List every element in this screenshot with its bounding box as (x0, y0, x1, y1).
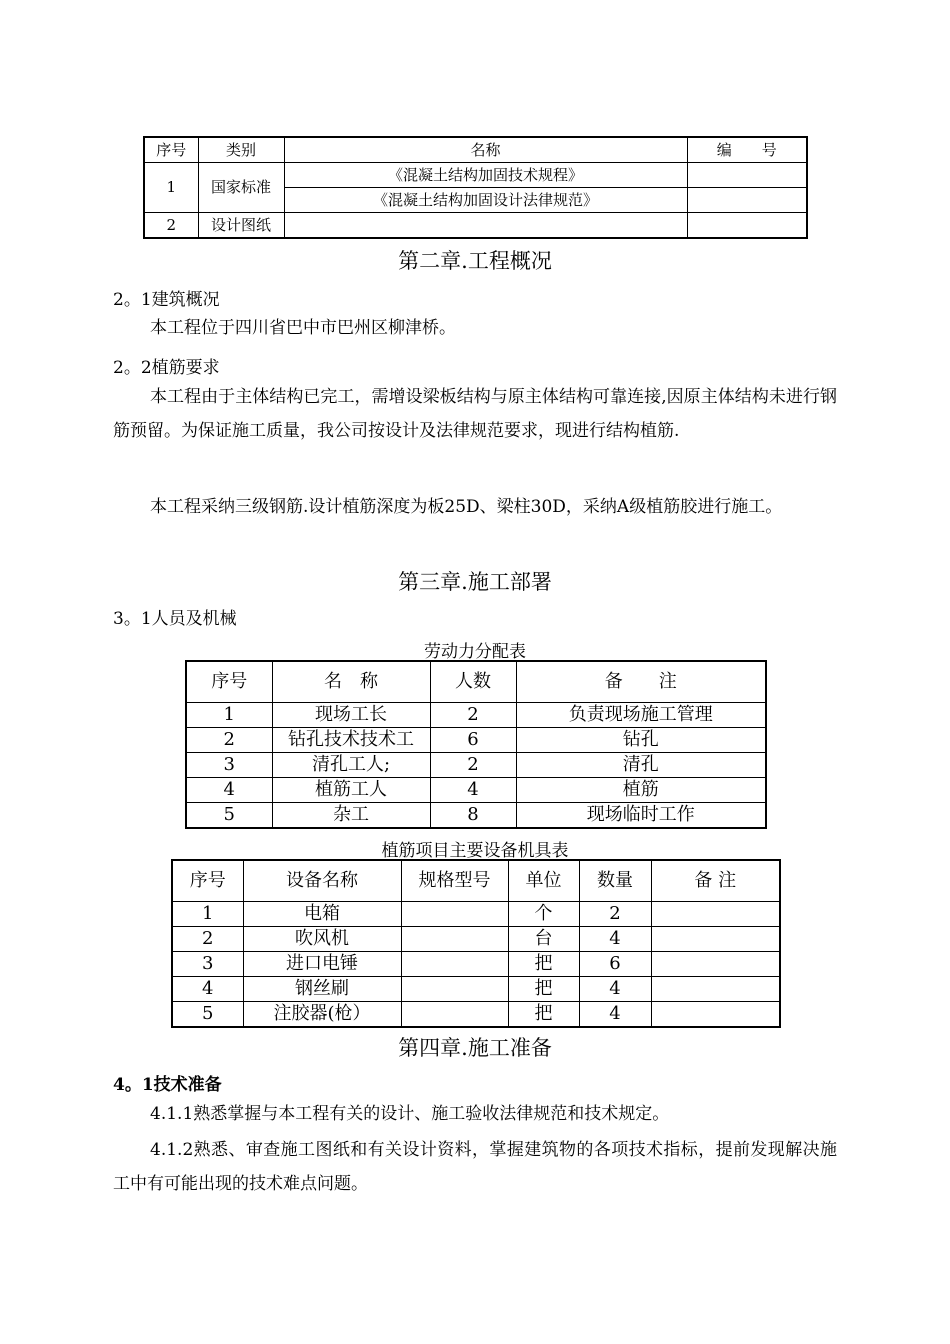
table-cell (401, 902, 508, 927)
table-cell: 4 (579, 977, 651, 1002)
header-cell: 备 注 (651, 860, 780, 902)
table-cell: 2 (172, 927, 243, 952)
section-title: 3。1人员及机械 (113, 609, 237, 629)
table-row (172, 927, 780, 952)
header-cell: 名 称 (272, 661, 430, 703)
table-cell (401, 977, 508, 1002)
table-caption: 植筋项目主要设备机具表 (381, 841, 569, 861)
table-cell: 植筋工人 (272, 778, 430, 803)
header-cell: 规格型号 (401, 860, 508, 902)
table-row (186, 703, 766, 728)
section-title: 2。1建筑概况 (113, 290, 220, 310)
table-cell: 现场临时工作 (516, 803, 766, 829)
table-cell: 3 (186, 753, 272, 778)
header-cell: 设备名称 (243, 860, 401, 902)
header-cell: 备 注 (516, 661, 766, 703)
table-cell: 4 (579, 1002, 651, 1028)
table-cell: 5 (186, 803, 272, 829)
chapter-title: 第二章.工程概况 (398, 249, 552, 273)
equipment-table (171, 859, 781, 1028)
table-cell: 设计图纸 (198, 213, 284, 239)
table-cell: 植筋 (516, 778, 766, 803)
header-cell: 类别 (198, 137, 284, 163)
table-row (172, 977, 780, 1002)
table-row (172, 1002, 780, 1028)
table-cell: 把 (508, 952, 579, 977)
table-cell: 现场工长 (272, 703, 430, 728)
table-cell (651, 977, 780, 1002)
table-cell: 钻孔 (516, 728, 766, 753)
table-cell: 1 (144, 163, 198, 213)
table-cell: 3 (172, 952, 243, 977)
table-row (144, 163, 807, 188)
table-cell: 4 (579, 927, 651, 952)
table-cell: 1 (172, 902, 243, 927)
table-cell: 2 (186, 728, 272, 753)
table-cell (401, 1002, 508, 1028)
table-cell: 个 (508, 902, 579, 927)
table-row (186, 778, 766, 803)
paragraph: 本工程由于主体结构已完工，需增设梁板结构与原主体结构可靠连接,因原主体结构未进行钢筋预留。为保证施工质量，我公司按设计及法律规范要求，现进行结构植筋. (113, 387, 837, 441)
table-cell: 6 (579, 952, 651, 977)
table-row (172, 902, 780, 927)
table-cell: 《混凝土结构加固技术规程》 (284, 163, 687, 188)
table-cell (401, 952, 508, 977)
table-cell (651, 927, 780, 952)
table-cell: 清孔 (516, 753, 766, 778)
table-row (144, 213, 807, 239)
table-cell: 2 (144, 213, 198, 239)
paragraph: 4.1.1熟悉掌握与本工程有关的设计、施工验收法律规范和技术规定。 (150, 1104, 670, 1124)
table-cell (687, 213, 807, 239)
table-cell: 4 (430, 778, 516, 803)
chapter-title: 第三章.施工部署 (398, 570, 552, 594)
table-cell: 吹风机 (243, 927, 401, 952)
table-cell: 4 (186, 778, 272, 803)
table-cell: 2 (430, 703, 516, 728)
table-cell: 杂工 (272, 803, 430, 829)
table-cell: 1 (186, 703, 272, 728)
table-cell: 负责现场施工管理 (516, 703, 766, 728)
table-cell: 2 (430, 753, 516, 778)
header-cell: 单位 (508, 860, 579, 902)
header-cell: 序号 (144, 137, 198, 163)
table-cell: 8 (430, 803, 516, 829)
header-cell: 名称 (284, 137, 687, 163)
table-header-row (172, 860, 780, 902)
table-cell: 《混凝土结构加固设计法律规范》 (284, 188, 687, 213)
table-cell: 把 (508, 1002, 579, 1028)
table-cell (687, 163, 807, 188)
table-row (186, 753, 766, 778)
table-cell: 台 (508, 927, 579, 952)
table-cell: 电箱 (243, 902, 401, 927)
table-cell: 6 (430, 728, 516, 753)
table-caption: 劳动力分配表 (424, 642, 526, 662)
table-cell (651, 952, 780, 977)
table-row (172, 952, 780, 977)
table-cell: 注胶器(枪） (243, 1002, 401, 1028)
paragraph: 本工程位于四川省巴中市巴州区柳津桥。 (150, 318, 456, 338)
paragraph: 本工程采纳三级钢筋.设计植筋深度为板25D、梁柱30D，采纳A级植筋胶进行施工。 (150, 497, 783, 517)
section-title: 2。2植筋要求 (113, 358, 220, 378)
chapter-title: 第四章.施工准备 (398, 1036, 552, 1060)
table-cell: 钢丝刷 (243, 977, 401, 1002)
header-cell: 序号 (186, 661, 272, 703)
table-cell: 钻孔技术技术工 (272, 728, 430, 753)
table-row (186, 803, 766, 829)
header-cell: 编 号 (687, 137, 807, 163)
table-cell: 国家标准 (198, 163, 284, 213)
table-cell: 5 (172, 1002, 243, 1028)
table-cell: 把 (508, 977, 579, 1002)
table-header-row (144, 137, 807, 163)
table-header-row (186, 661, 766, 703)
table-cell (651, 902, 780, 927)
section-title: 4。1技术准备 (113, 1075, 222, 1095)
table-cell (687, 188, 807, 213)
labor-table (185, 660, 767, 829)
table-cell (651, 1002, 780, 1028)
table-cell: 进口电锤 (243, 952, 401, 977)
header-cell: 数量 (579, 860, 651, 902)
table-cell: 2 (579, 902, 651, 927)
header-cell: 人数 (430, 661, 516, 703)
standards-table (143, 136, 808, 239)
table-cell: 清孔工人; (272, 753, 430, 778)
table-row (186, 728, 766, 753)
header-cell: 序号 (172, 860, 243, 902)
table-cell: 4 (172, 977, 243, 1002)
table-cell (401, 927, 508, 952)
table-cell (284, 213, 687, 239)
paragraph: 4.1.2熟悉、审查施工图纸和有关设计资料，掌握建筑物的各项技术指标，提前发现解决施工中有可能出现的技术难点问题。 (113, 1140, 837, 1194)
